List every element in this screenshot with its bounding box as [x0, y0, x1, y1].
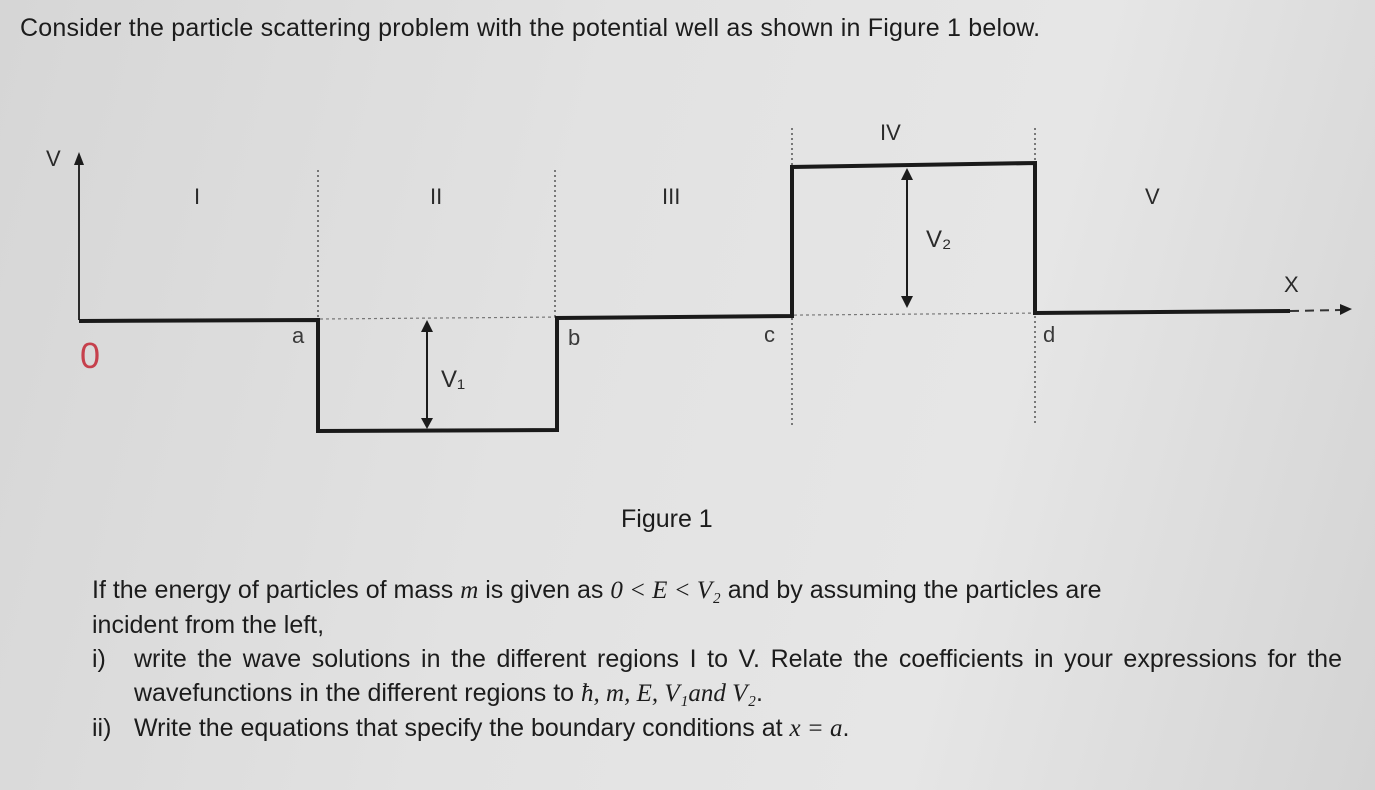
region-label-ii: II: [430, 184, 443, 209]
item-number: i): [92, 645, 106, 673]
energy-inequality: 0 < E < V₂: [610, 577, 721, 604]
well-depth-arrow-down: [421, 418, 433, 429]
region-label-iv: IV: [880, 120, 901, 145]
question-text: is given as: [478, 576, 611, 604]
mass-symbol: m: [460, 577, 479, 604]
boundary-label-d: d: [1043, 322, 1056, 347]
x-axis-extension: [1290, 310, 1340, 311]
item-end: .: [756, 679, 763, 707]
well-depth-label: V₁: [441, 366, 466, 393]
item-text: write the wave solutions in the different regions I to V. Relate the coefficients in your expressions for the wavefunctions in the different regions to: [134, 645, 1342, 707]
origin-label: 0: [80, 335, 101, 376]
barrier-height-arrow-down: [901, 296, 913, 308]
v-axis-label: V: [46, 146, 61, 171]
region-separators: [318, 128, 1035, 428]
potential-profile: [79, 163, 1290, 431]
region-label-v: V: [1145, 184, 1160, 209]
question-item-ii: [92, 711, 1342, 746]
barrier-height-arrow-up: [901, 168, 913, 180]
well-depth-arrow-up: [421, 320, 433, 332]
boundary-label-b: b: [568, 325, 581, 350]
region-label-i: I: [194, 184, 201, 209]
region-label-iii: III: [662, 184, 681, 209]
x-axis-arrow: [1340, 304, 1352, 315]
boundary-label-c: c: [764, 322, 775, 347]
item-number: ii): [92, 714, 112, 742]
problem-intro: Consider the particle scattering problem with the potential well as shown in Figure 1 below.: [20, 14, 1041, 42]
question-text: and by assuming the particles are: [720, 576, 1102, 604]
item-text: Write the equations that specify the boundary conditions at: [134, 714, 790, 742]
question-line-1: [92, 573, 1342, 608]
x-axis-label: X: [1284, 272, 1299, 297]
item-end: .: [842, 714, 850, 742]
figure-caption: Figure 1: [621, 505, 713, 533]
question-text: If the energy of particles of mass: [92, 576, 461, 604]
boundary-label-a: a: [292, 323, 305, 348]
item-math: x = a: [789, 715, 843, 742]
v-axis-arrow: [74, 152, 84, 165]
question-item-i: [92, 642, 1342, 711]
question-block: [92, 573, 1342, 746]
item-math: ħ, m, E, V₁and V₂: [581, 680, 757, 707]
question-line-2: incident from the left,: [92, 611, 325, 639]
barrier-height-label: V₂: [926, 226, 952, 253]
